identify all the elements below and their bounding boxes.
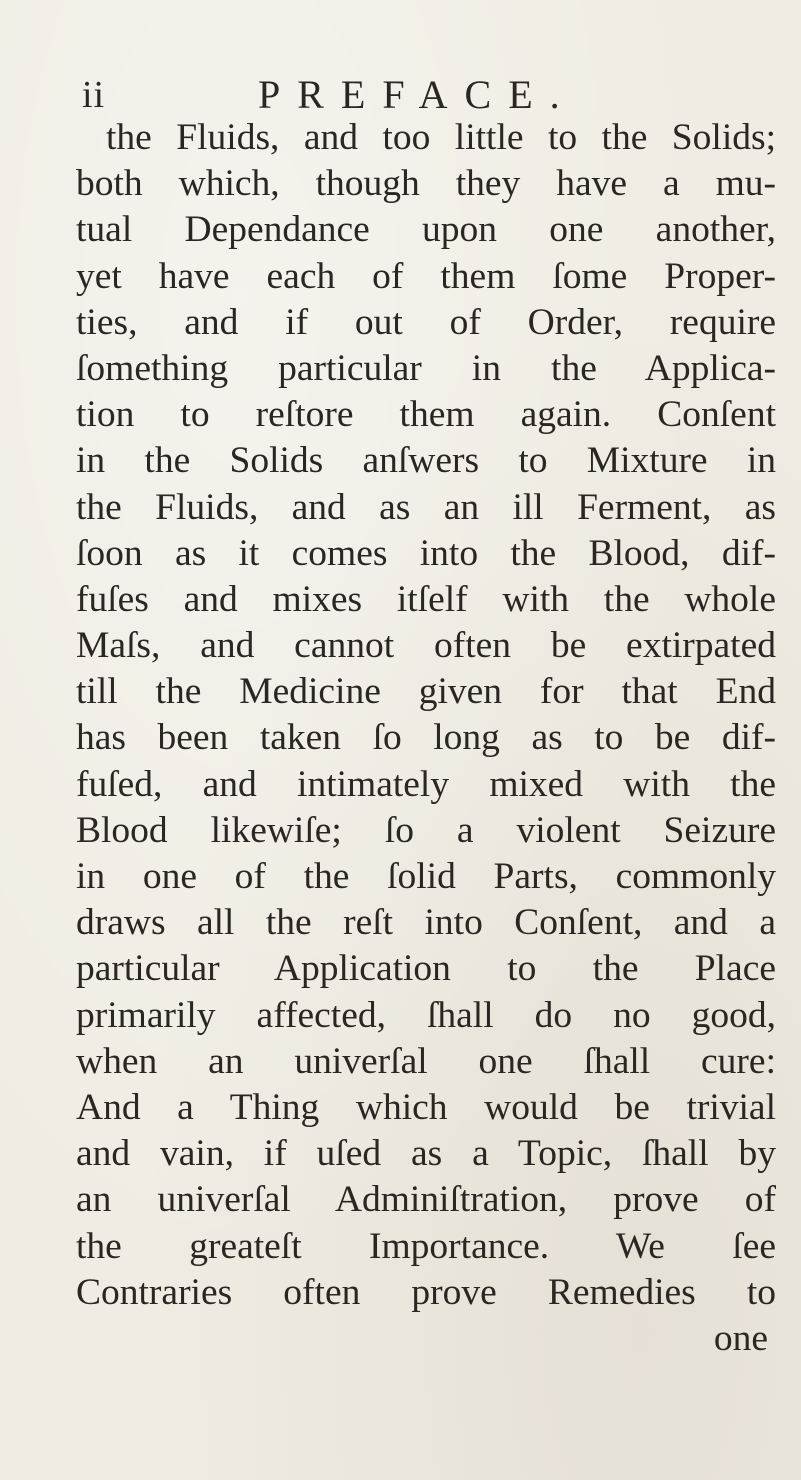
text-line: ſoon as it comes into the Blood, dif- [76,532,776,574]
text-line: tual Dependance upon one another, [76,209,776,251]
text-line: primarily affected, ſhall do no good, [76,994,776,1036]
text-line: And a Thing which would be trivial [76,1086,776,1128]
text-line: till the Medicine given for that End [76,671,776,713]
text-line: and vain, if uſed as a Topic, ſhall by [76,1133,776,1175]
running-title: PREFACE. [258,72,577,117]
body-text [76,115,776,1362]
text-line: ties, and if out of Order, require [76,301,776,343]
text-line: an univerſal Adminiſtration, prove of [76,1179,776,1221]
text-line: when an univerſal one ſhall cure: [76,1040,776,1082]
text-line: the Fluids, and as an ill Ferment, as [76,486,776,528]
text-line: the greateſt Importance. We ſee [76,1225,776,1267]
page-number: ii [82,74,106,116]
text-line: both which, though they have a mu- [76,163,776,205]
text-line: the Fluids, and too little to the Solids; [106,117,776,158]
text-line: in one of the ſolid Parts, commonly [76,856,776,897]
text-line: Maſs, and cannot often be extirpated [76,625,776,667]
text-line: draws all the reſt into Conſent, and a [76,902,776,944]
page-header [82,70,722,120]
text-line: tion to reſtore them again. Conſent [76,394,776,436]
catchword: one [713,1317,768,1359]
text-line: Blood likewiſe; ſo a violent Seizure [76,809,776,851]
text-line: yet have each of them ſome Proper- [76,255,776,297]
text-line: in the Solids anſwers to Mixture in [76,440,776,482]
text-line: ſomething particular in the Applica- [76,347,776,389]
text-line: Contraries often prove Remedies to [76,1271,776,1313]
text-line: has been taken ſo long as to be dif- [76,717,776,759]
text-line: fuſed, and intimately mixed with the [76,763,776,805]
text-line: fuſes and mixes itſelf with the whole [76,578,776,620]
text-line: particular Application to the Place [76,948,776,990]
